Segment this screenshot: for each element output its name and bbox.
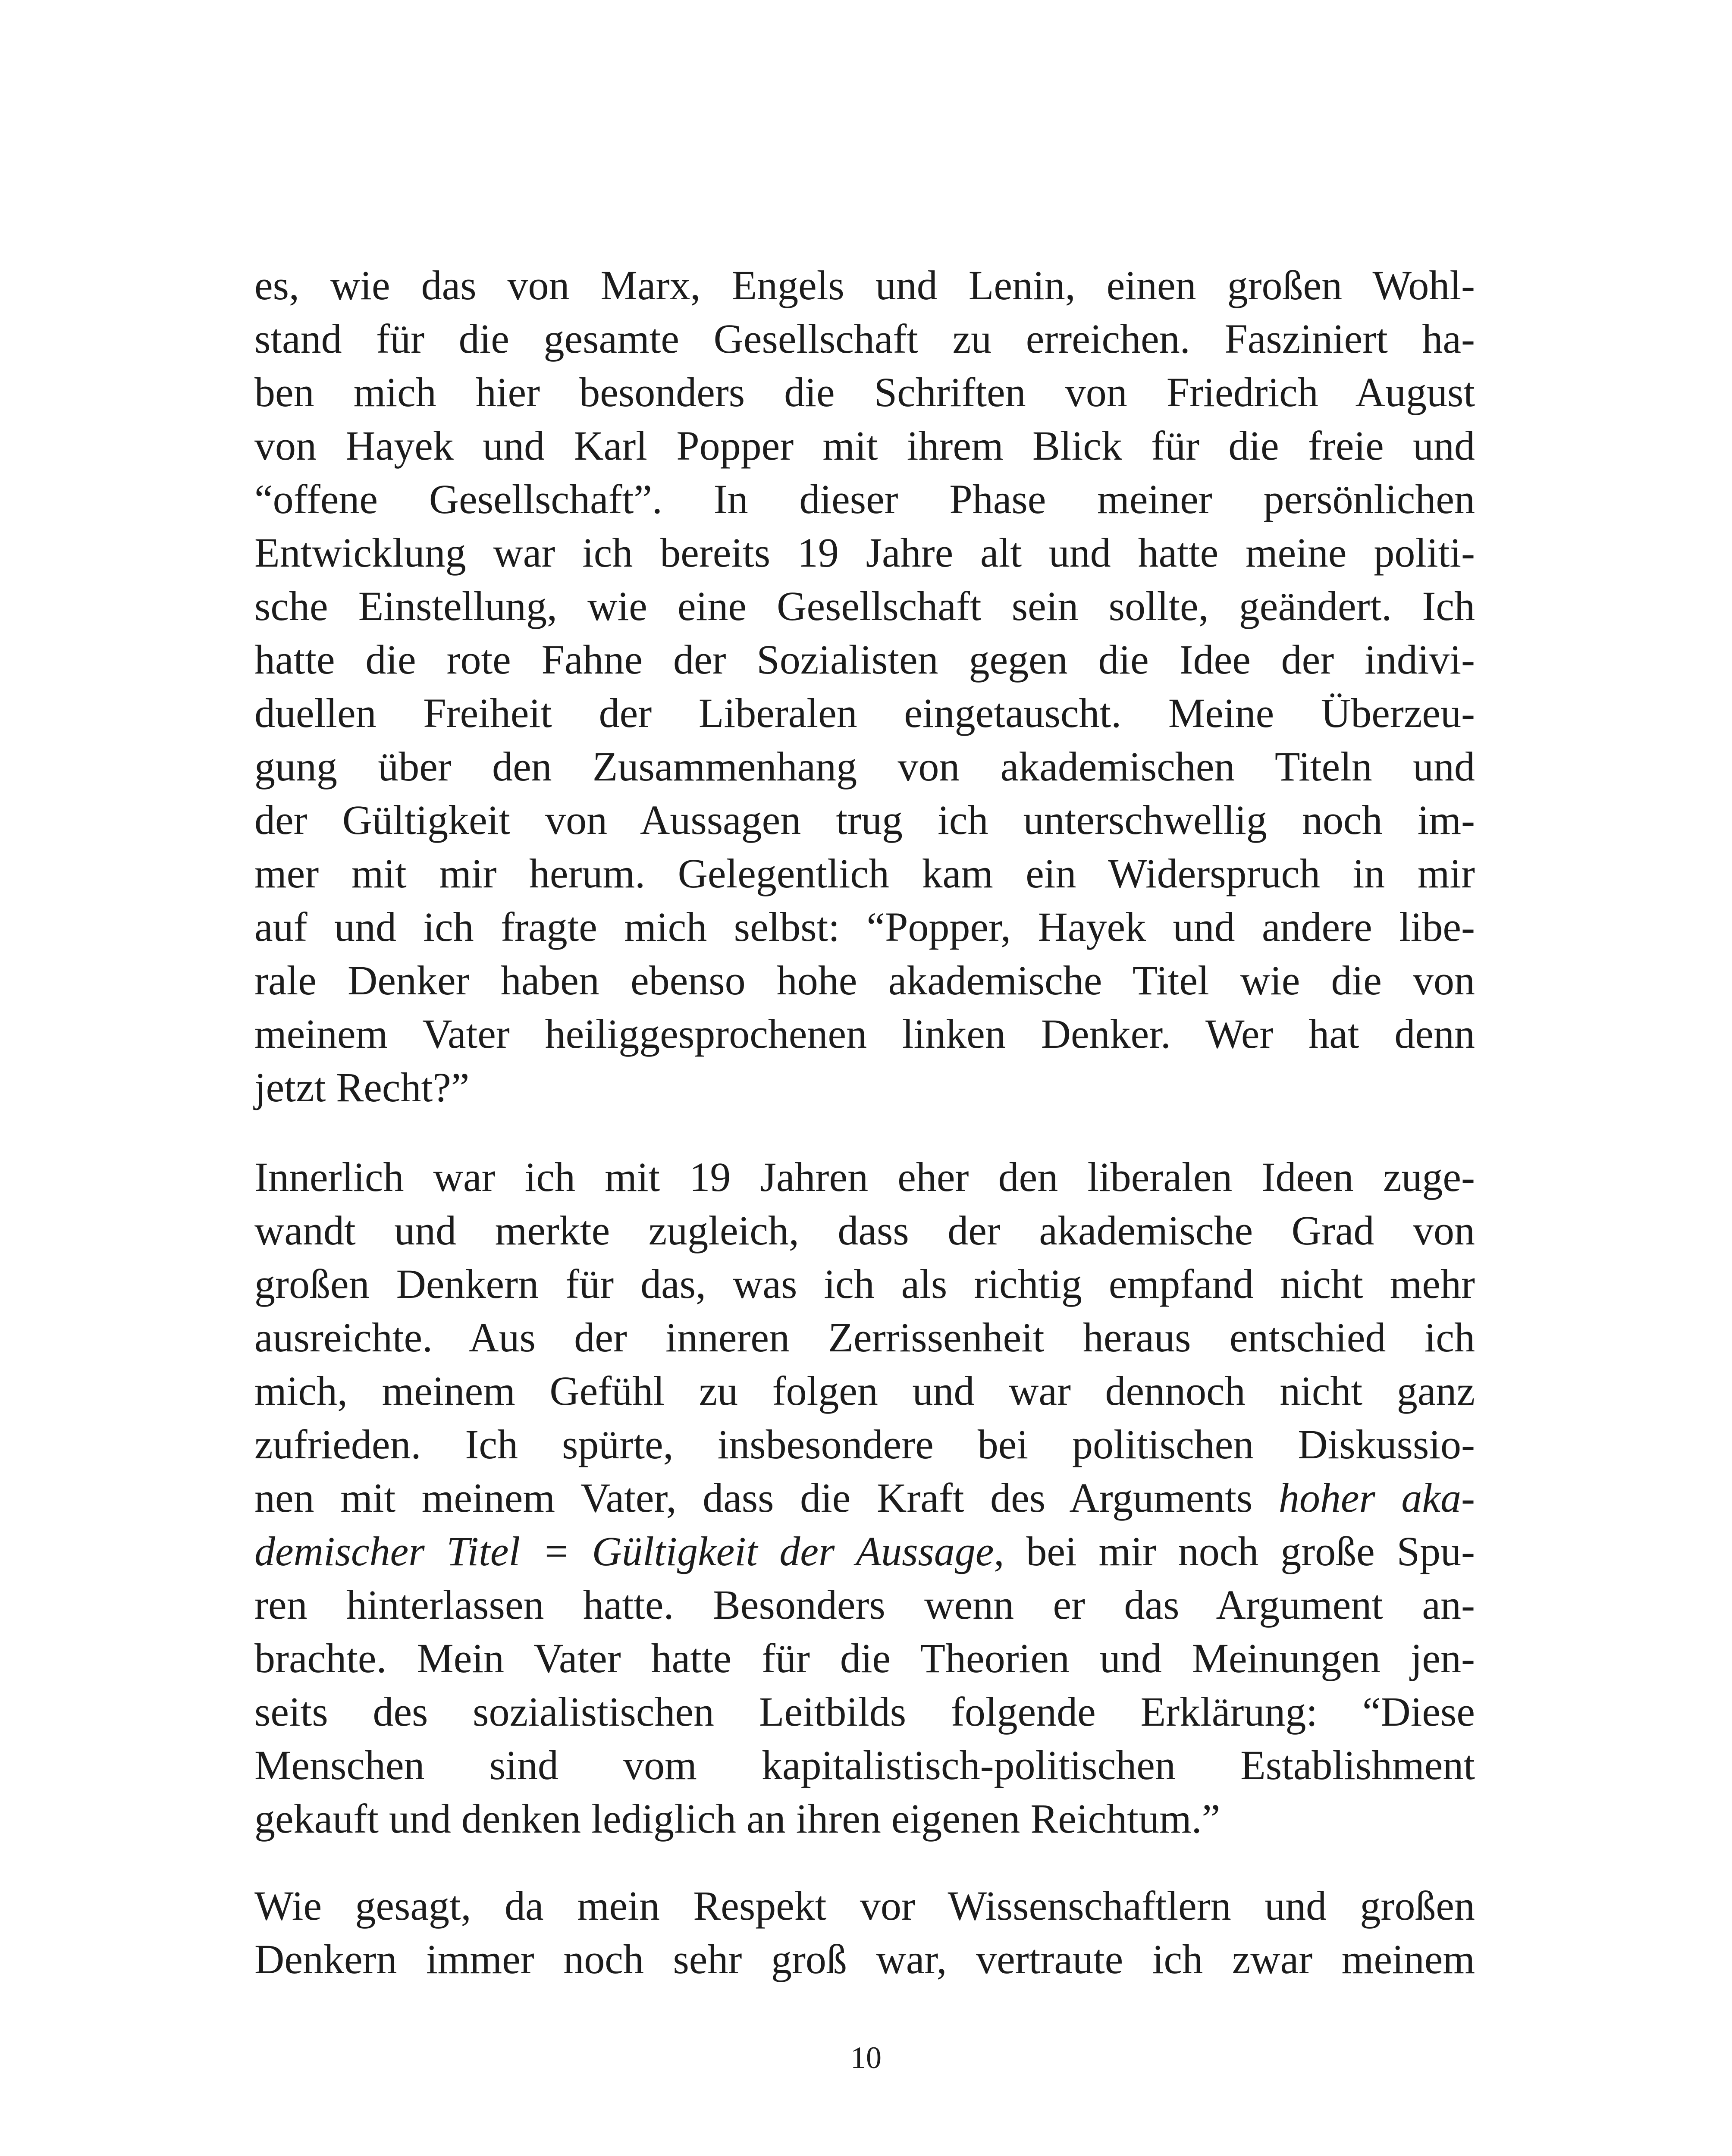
- text-line: großen Denkern für das, was ich als richtig empfand nicht mehr: [254, 1261, 1475, 1307]
- page-number: 10: [850, 2040, 882, 2075]
- text-line: rale Denker haben ebenso hohe akademische Titel wie die von: [254, 957, 1475, 1003]
- text-line: mich, meinem Gefühl zu folgen und war dennoch nicht ganz: [254, 1368, 1475, 1414]
- text-line: es, wie das von Marx, Engels und Lenin, einen großen Wohl-: [254, 262, 1475, 308]
- text-line: “offene Gesellschaft”. In dieser Phase meiner persönlichen: [254, 476, 1475, 522]
- text-line: Entwicklung war ich bereits 19 Jahre alt und hatte meine politi-: [254, 530, 1475, 576]
- text-line: auf und ich fragte mich selbst: “Popper, Hayek und andere libe-: [254, 904, 1475, 950]
- text-line: meinem Vater heiliggesprochenen linken Denker. Wer hat denn: [254, 1011, 1475, 1057]
- text-line: wandt und merkte zugleich, dass der akademische Grad von: [254, 1207, 1475, 1253]
- text-line: hatte die rote Fahne der Sozialisten gegen die Idee der indivi-: [254, 636, 1475, 683]
- text-line: gung über den Zusammenhang von akademischen Titeln und: [254, 743, 1475, 790]
- text-line: Wie gesagt, da mein Respekt vor Wissenschaftlern und großen: [254, 1883, 1475, 1929]
- text-line: ausreichte. Aus der inneren Zerrissenheit heraus entschied ich: [254, 1314, 1475, 1360]
- italic-phrase: demischer Titel = Gültigkeit der Aussage: [254, 1528, 994, 1574]
- text-line: Menschen sind vom kapitalistisch-politischen Establishment: [254, 1742, 1475, 1788]
- text-line: jetzt Recht?”: [254, 1064, 470, 1110]
- text-run: nen mit meinem Vater, dass die Kraft des Arguments: [254, 1475, 1279, 1521]
- text-line: gekauft und denken lediglich an ihren eigenen Reichtum.”: [254, 1796, 1221, 1842]
- paragraph-1: [254, 259, 1475, 1114]
- text-line: duellen Freiheit der Liberalen eingetauscht. Meine Überzeu-: [254, 690, 1475, 736]
- text-line: mer mit mir herum. Gelegentlich kam ein Widerspruch in mir: [254, 850, 1475, 896]
- text-line: stand für die gesamte Gesellschaft zu erreichen. Fasziniert ha-: [254, 316, 1475, 362]
- italic-phrase: hoher aka-: [1278, 1475, 1475, 1521]
- text-line: ben mich hier besonders die Schriften von Friedrich August: [254, 369, 1475, 415]
- text-line: Denkern immer noch sehr groß war, vertraute ich zwar meinem: [254, 1936, 1475, 1982]
- paragraph-3: [254, 1879, 1475, 1986]
- paragraph-2: [254, 1150, 1475, 1846]
- text-line: zufrieden. Ich spürte, insbesondere bei politischen Diskussio-: [254, 1421, 1475, 1467]
- text-line: der Gültigkeit von Aussagen trug ich unterschwellig noch im-: [254, 797, 1475, 843]
- text-run: , bei mir noch große Spu-: [994, 1528, 1475, 1574]
- text-line-with-emphasis: [254, 1525, 1475, 1578]
- text-line: seits des sozialistischen Leitbilds folgende Erklärung: “Diese: [254, 1689, 1475, 1735]
- text-line-with-emphasis: [254, 1471, 1475, 1525]
- text-line: Innerlich war ich mit 19 Jahren eher den liberalen Ideen zuge-: [254, 1154, 1475, 1200]
- text-line: brachte. Mein Vater hatte für die Theorien und Meinungen jen-: [254, 1635, 1475, 1681]
- text-line: von Hayek und Karl Popper mit ihrem Blick für die freie und: [254, 423, 1475, 469]
- text-line: ren hinterlassen hatte. Besonders wenn er das Argument an-: [254, 1582, 1475, 1628]
- text-line: sche Einstellung, wie eine Gesellschaft sein sollte, geändert. Ich: [254, 583, 1475, 629]
